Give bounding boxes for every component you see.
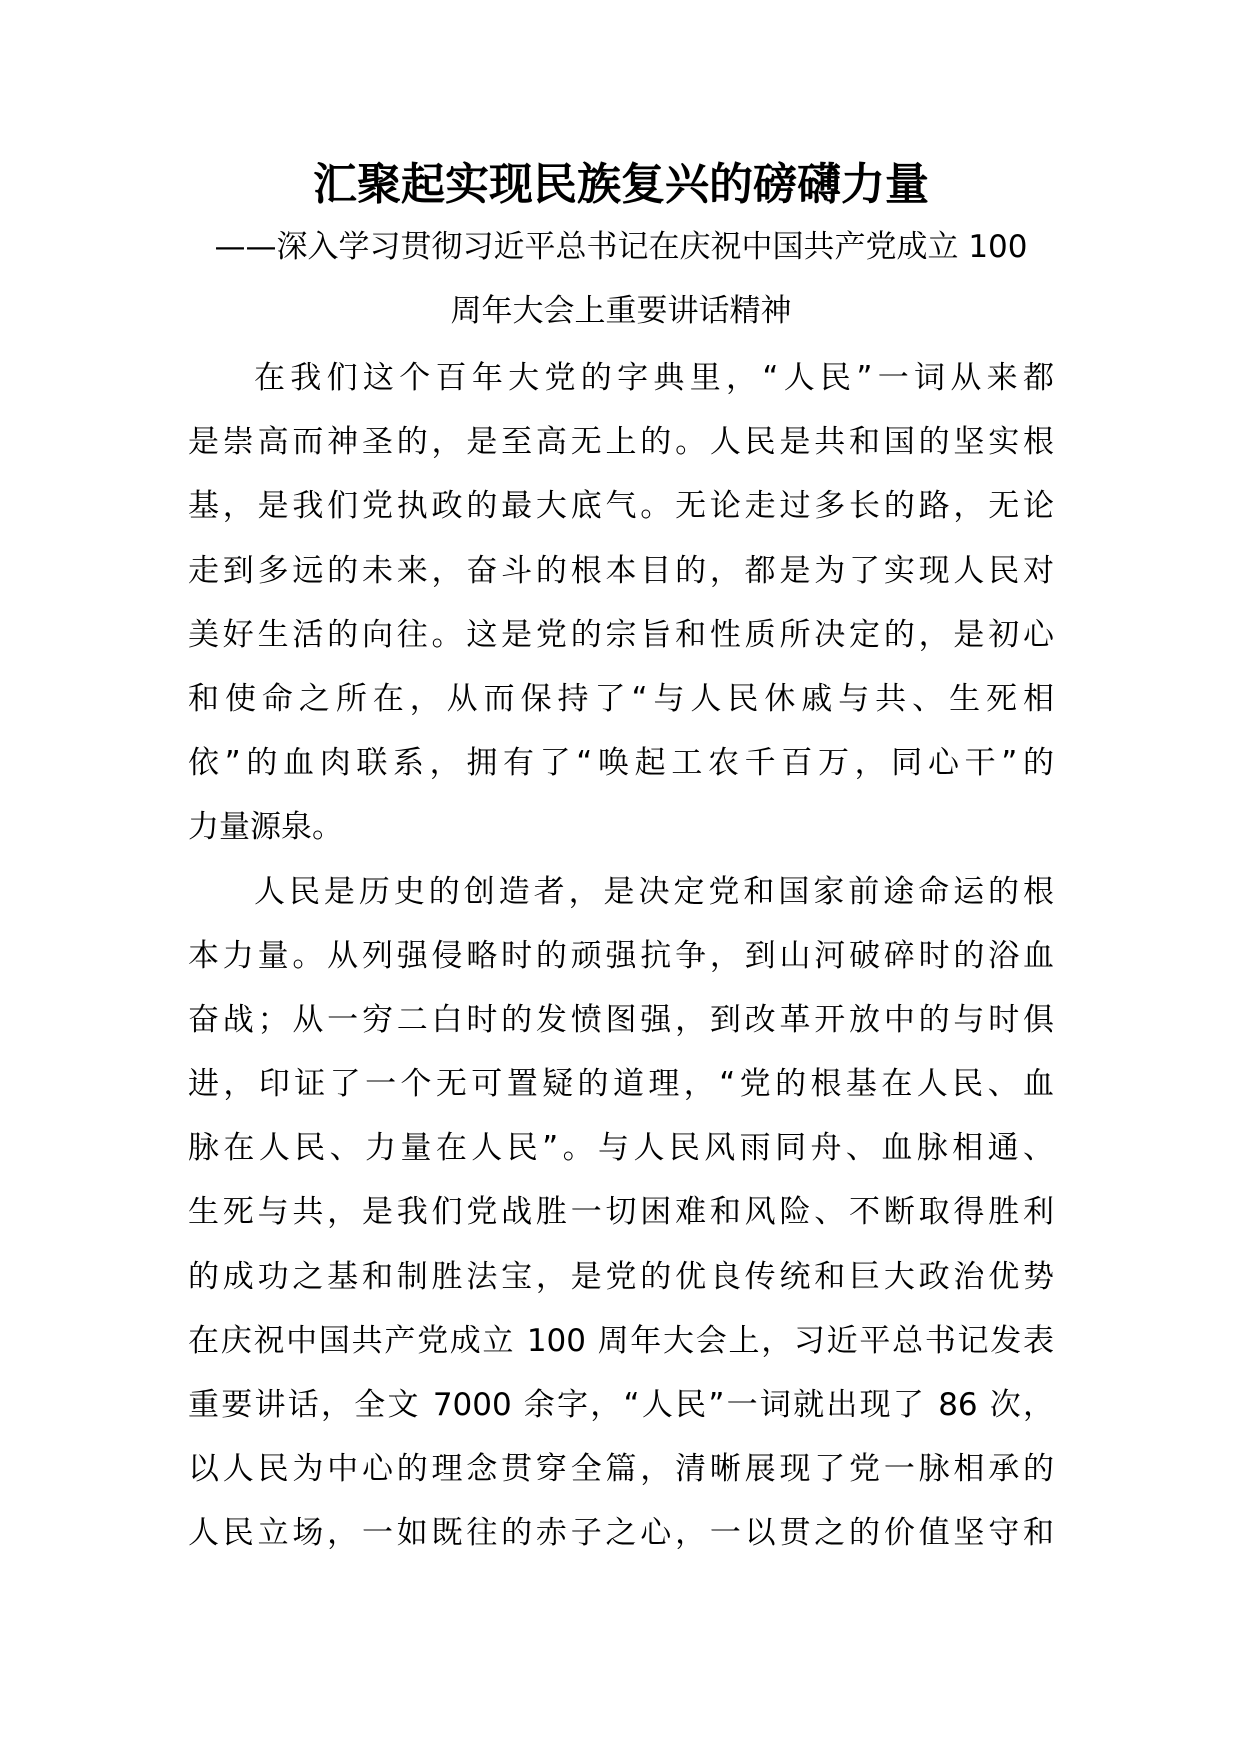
- text-line: 人民立场，一如既往的赤子之心，一以贯之的价值坚守和: [188, 1515, 1054, 1552]
- subtitle-line: 周年大会上重要讲话精神: [450, 293, 792, 329]
- text-line: 本力量。从列强侵略时的顽强抗争，到山河破碎时的浴血: [188, 937, 1054, 974]
- subtitle-line: ——深入学习贯彻习近平总书记在庆祝中国共产党成立 100: [214, 229, 1028, 265]
- text-line: 在庆祝中国共产党成立 100 周年大会上，习近平总书记发表: [188, 1322, 1054, 1359]
- text-line: 奋战；从一穷二白时的发愤图强，到改革开放中的与时俱: [188, 1001, 1054, 1038]
- text-line: 生死与共，是我们党战胜一切困难和风险、不断取得胜利: [188, 1194, 1054, 1231]
- text-line: 在我们这个百年大党的字典里，“人民”一词从来都: [254, 360, 1054, 396]
- text-line: 进，印证了一个无可置疑的道理，“党的根基在人民、血: [188, 1066, 1054, 1103]
- document-body: [188, 346, 1054, 1566]
- text-line: 重要讲话，全文 7000 余字，“人民”一词就出现了 86 次，: [188, 1387, 1054, 1423]
- text-line: 以人民为中心的理念贯穿全篇，清晰展现了党一脉相承的: [188, 1451, 1054, 1488]
- paragraph-2: [188, 860, 1054, 1566]
- text-line: 力量源泉。: [188, 809, 343, 846]
- text-line: 依”的血肉联系，拥有了“唤起工农千百万，同心干”的: [188, 745, 1054, 782]
- text-line: 基，是我们党执政的最大底气。无论走过多长的路，无论: [188, 488, 1054, 525]
- text-line: 走到多远的未来，奋斗的根本目的，都是为了实现人民对: [188, 552, 1054, 589]
- document-page: [188, 155, 1054, 1566]
- document-title: 汇聚起实现民族复兴的磅礴力量: [313, 159, 929, 210]
- document-subtitle: [188, 215, 1054, 343]
- text-line: 人民是历史的创造者，是决定党和国家前途命运的根: [254, 873, 1054, 910]
- text-line: 的成功之基和制胜法宝，是党的优良传统和巨大政治优势: [188, 1258, 1054, 1295]
- text-line: 是崇高而神圣的，是至高无上的。人民是共和国的坚实根: [188, 424, 1054, 461]
- text-line: 美好生活的向往。这是党的宗旨和性质所决定的，是初心: [188, 616, 1054, 653]
- paragraph-1: [188, 346, 1054, 860]
- text-line: 和使命之所在，从而保持了“与人民休戚与共、生死相: [188, 680, 1054, 717]
- text-line: 脉在人民、力量在人民”。与人民风雨同舟、血脉相通、: [188, 1130, 1054, 1167]
